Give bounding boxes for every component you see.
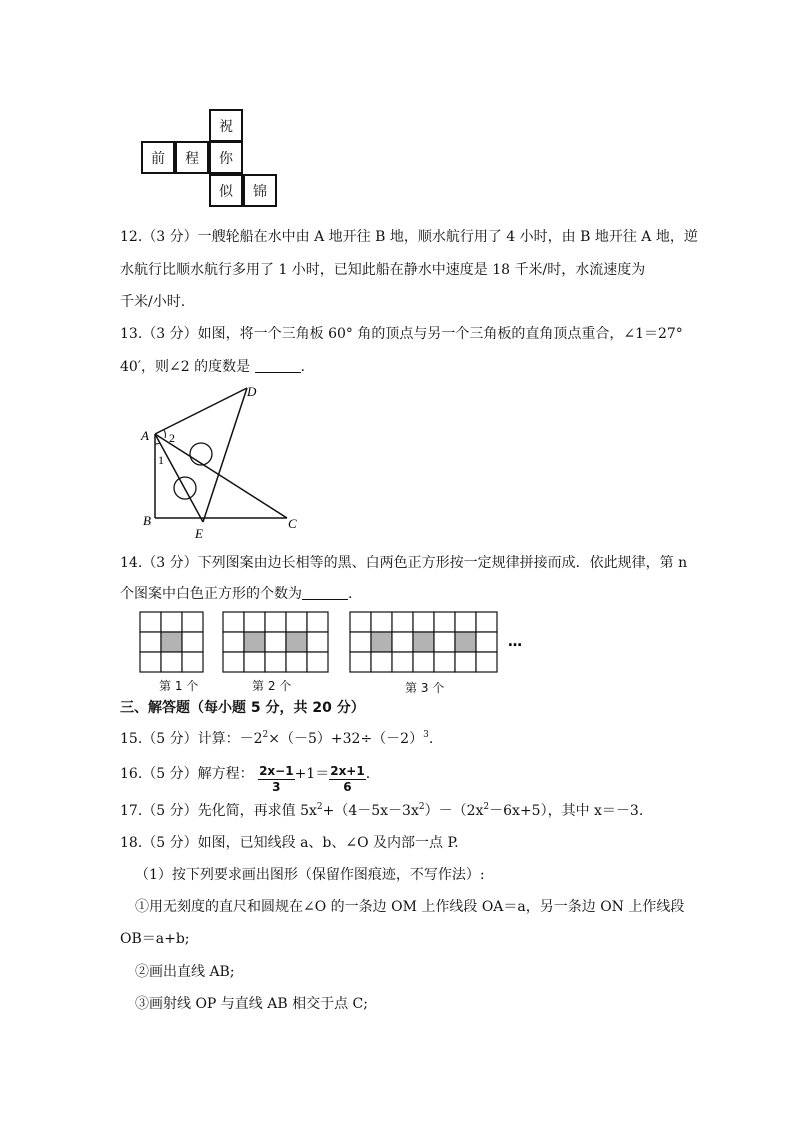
q12-line-3: 千米/小时. <box>120 294 186 310</box>
net-cell-si: 似 <box>209 174 243 207</box>
net-cell-qian: 前 <box>141 141 175 174</box>
net-cell-jin: 锦 <box>243 174 277 207</box>
label-D: D <box>247 384 257 399</box>
q13-line-2 <box>120 357 305 377</box>
q17-c: ）－（2x <box>424 803 484 819</box>
net-cell-zhu: 祝 <box>209 109 243 142</box>
q17-line <box>120 801 643 821</box>
q17-a: 17.（5 分）先化简，再求值 5x <box>120 803 317 819</box>
net-cell-cheng: 程 <box>175 141 209 174</box>
q18-line-4: OB＝a+b; <box>120 931 190 947</box>
q15-suffix: . <box>428 731 434 747</box>
q14-period: . <box>348 586 353 602</box>
segment-AE <box>155 434 203 522</box>
pattern-figures <box>138 610 538 676</box>
segment-AD <box>155 388 247 434</box>
q18-line-5: ②画出直线 AB; <box>135 964 235 980</box>
answer-blank <box>302 585 348 600</box>
q15-line <box>120 729 433 749</box>
label-E: E <box>195 526 203 540</box>
q12-line-1: 12.（3 分）一艘轮船在水中由 A 地开往 B 地，顺水航行用了 4 小时，由 B 地开往 A 地，逆 <box>120 229 698 245</box>
segment-DE <box>203 388 247 522</box>
caption-2: 第 2 个 <box>252 679 292 693</box>
q14-text: 个图案中白色正方形的个数为 <box>120 586 302 602</box>
caption-3: 第 3 个 <box>405 681 445 695</box>
q15-exp-1: 2 <box>262 730 269 740</box>
pattern-ellipsis: … <box>508 634 522 650</box>
q17-b: +（4－5x－3x <box>322 803 419 819</box>
q16-prefix: 16.（5 分）解方程： <box>120 766 254 782</box>
pattern-3 <box>350 612 497 672</box>
q15-exp-2: 3 <box>423 730 429 740</box>
section-title: 三、解答题（每小题 5 分，共 20 分） <box>120 700 365 716</box>
label-angle-1: 1 <box>158 453 164 467</box>
q15-middle: ×（－5）+32÷（－2） <box>268 731 424 747</box>
caption-1: 第 1 个 <box>159 679 199 693</box>
q16-line <box>120 764 370 795</box>
q17-exp-3: 2 <box>483 802 490 812</box>
fraction-left <box>258 764 295 795</box>
q16-suffix: . <box>365 766 371 782</box>
q18-line-3: ①用无刻度的直尺和圆规在∠O 的一条边 OM 上作线段 OA＝a，另一条边 ON 上作线段 <box>135 899 685 915</box>
hole-circle-upper <box>190 443 212 465</box>
net-cell-ni: 你 <box>209 141 243 174</box>
fraction-right-numerator: 2x+1 <box>330 764 365 778</box>
fraction-right <box>329 764 366 795</box>
q17-exp-1: 2 <box>316 802 323 812</box>
fraction-left-numerator: 2x−1 <box>259 764 294 778</box>
label-C: C <box>288 516 297 531</box>
segment-AC <box>155 434 287 518</box>
pattern-2 <box>223 612 328 672</box>
q14-line-1: 14.（3 分）下列图案由边长相等的黑、白两色正方形按一定规律拼接而成．依此规律，第 n <box>120 555 688 571</box>
q17-d: －6x+5），其中 x＝－3. <box>489 803 644 819</box>
triangle-figure <box>135 380 310 540</box>
q18-line-1: 18.（5 分）如图，已知线段 a、b、∠O 及内部一点 P. <box>120 835 459 851</box>
q12-line-2: 水航行比顺水航行多用了 1 小时，已知此船在静水中速度是 18 千米/时，水流速度为 <box>120 262 646 278</box>
fraction-left-denominator: 3 <box>272 780 281 794</box>
q17-exp-2: 2 <box>418 802 425 812</box>
q16-mid: +1＝ <box>294 766 330 782</box>
q18-line-6: ③画射线 OP 与直线 AB 相交于点 C; <box>135 996 368 1012</box>
q13-period: . <box>300 359 305 375</box>
answer-blank <box>255 358 301 373</box>
q15-prefix: 15.（5 分）计算：－2 <box>120 731 263 747</box>
angle-2-arc <box>164 430 165 438</box>
label-B: B <box>143 513 151 528</box>
q18-line-2: （1）按下列要求画出图形（保留作图痕迹，不写作法）: <box>135 867 485 883</box>
label-angle-2: 2 <box>169 431 175 445</box>
q14-line-2 <box>120 584 352 604</box>
pattern-1 <box>140 612 203 672</box>
label-A: A <box>141 428 149 443</box>
q13-line-1: 13.（3 分）如图，将一个三角板 60° 角的顶点与另一个三角板的直角顶点重合，∠1＝27° <box>120 326 683 342</box>
fraction-right-denominator: 6 <box>343 780 352 794</box>
q13-text: 40′，则∠2 的度数是 <box>120 359 251 375</box>
